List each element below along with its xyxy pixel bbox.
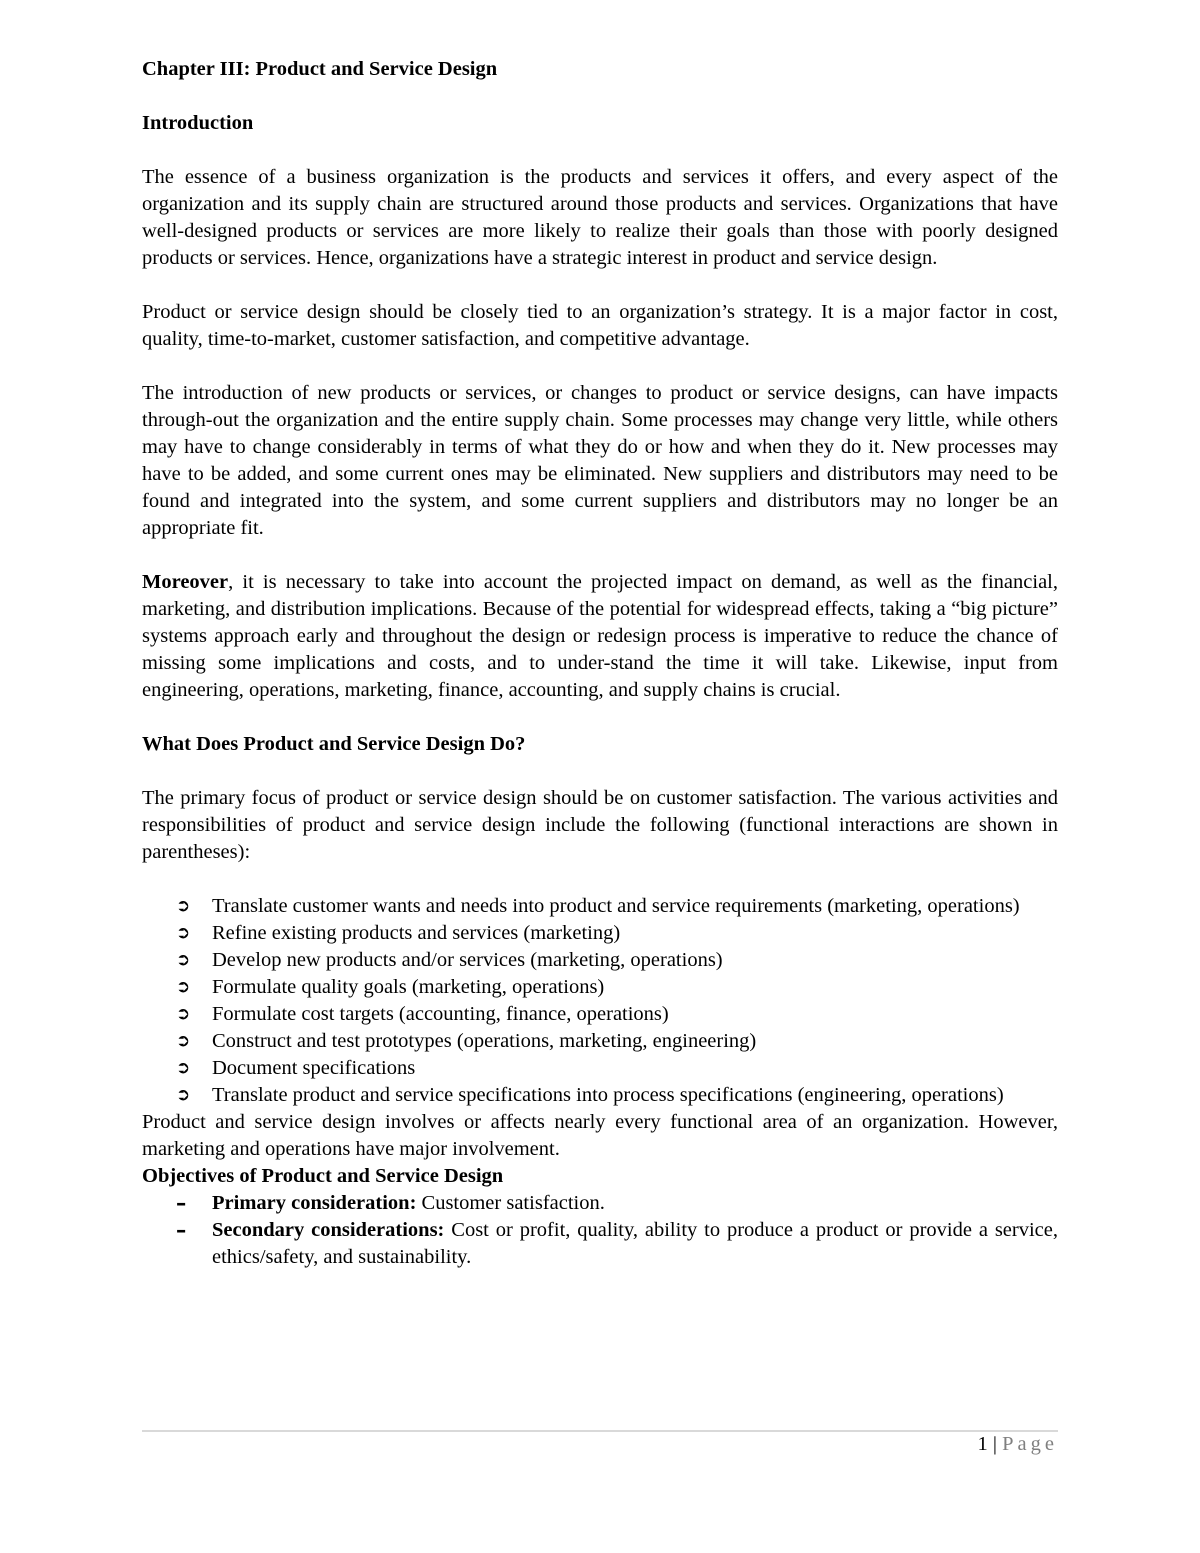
list-item — [142, 974, 1058, 1001]
moreover-paragraph — [142, 569, 1058, 704]
moreover-text: , it is necessary to take into account the projected impact on demand, as well as the financial, marketing, and distribution implications. Because of the potential for widespread effects, taking a “big picture” systems approach early and throughout the design or redesign process is imperative to reduce the chance of missing some implications and costs, and to under-stand the time it will take. Likewise, input from engineering, operations, marketing, finance, accounting, and supply chains is crucial. — [142, 571, 1058, 701]
objective-label: Secondary considerations: — [212, 1219, 445, 1241]
footer-separator: | — [987, 1433, 1003, 1455]
arrow-bullet-icon: ➲ — [176, 950, 191, 970]
list-item-text: Translate customer wants and needs into product and service requirements (marketing, operations) — [212, 895, 1020, 917]
list-item-text: Translate product and service specifications into process specifications (engineering, operations) — [212, 1084, 1004, 1106]
objective-text: Cost or profit, quality, ability to produce a product or provide a service, ethics/safety, and sustainability. — [212, 1219, 1058, 1268]
activities-list — [142, 893, 1058, 1109]
objectives-heading: Objectives of Product and Service Design — [142, 1165, 504, 1187]
intro-heading: Introduction — [142, 112, 254, 134]
arrow-bullet-icon: ➲ — [176, 1031, 191, 1051]
arrow-bullet-icon: ➲ — [176, 977, 191, 997]
list-item — [142, 1001, 1058, 1028]
list-item — [142, 1082, 1058, 1109]
dash-bullet-icon: – — [176, 1191, 187, 1215]
list-item-text: Formulate quality goals (marketing, operations) — [212, 976, 605, 998]
intro-paragraph: The introduction of new products or services, or changes to product or service designs, can have impacts through-out the organization and the entire supply chain. Some processes may change very little, while others may have to change considerably in terms of what they do or how and when they do it. New processes may have to be added, and some current ones may be eliminated. New suppliers and distributors may need to be found and integrated into the system, and some current suppliers and distributors may no longer be an appropriate fit. — [142, 382, 1058, 539]
footer-divider — [142, 1430, 1058, 1432]
list-item-text: Formulate cost targets (accounting, finance, operations) — [212, 1003, 669, 1025]
list-item — [142, 1055, 1058, 1082]
moreover-bold: Moreover — [142, 571, 229, 593]
list-item — [142, 1028, 1058, 1055]
list-item-text: Develop new products and/or services (marketing, operations) — [212, 949, 723, 971]
section-heading: What Does Product and Service Design Do? — [142, 733, 526, 755]
page-content — [142, 56, 1058, 1271]
dash-bullet-icon: – — [176, 1218, 187, 1242]
arrow-bullet-icon: ➲ — [176, 1085, 191, 1105]
list-item — [142, 920, 1058, 947]
arrow-bullet-icon: ➲ — [176, 1004, 191, 1024]
page-label: Page — [1002, 1433, 1058, 1455]
arrow-bullet-icon: ➲ — [176, 896, 191, 916]
objective-label: Primary consideration: — [212, 1192, 417, 1214]
list-item-text: Refine existing products and services (marketing) — [212, 922, 621, 944]
list-item — [142, 1217, 1058, 1271]
arrow-bullet-icon: ➲ — [176, 1058, 191, 1078]
list-item-text: Construct and test prototypes (operations, marketing, engineering) — [212, 1030, 757, 1052]
intro-paragraph: The essence of a business organization is the products and services it offers, and every aspect of the organization and its supply chain are structured around those products and services. Organizations that have well-designed products or services are more likely to realize their goals than those with poorly designed products or services. Hence, organizations have a strategic interest in product and service design. — [142, 166, 1058, 269]
intro-paragraph: Product or service design should be closely tied to an organization’s strategy. It is a major factor in cost, quality, time-to-market, customer satisfaction, and competitive advantage. — [142, 301, 1058, 350]
list-item-text: Document specifications — [212, 1057, 416, 1079]
arrow-bullet-icon: ➲ — [176, 923, 191, 943]
chapter-title: Chapter III: Product and Service Design — [142, 58, 498, 80]
section-paragraph: The primary focus of product or service design should be on customer satisfaction. The various activities and responsibilities of product and service design include the following (functional interactions are shown in parentheses): — [142, 787, 1058, 863]
objectives-list — [142, 1190, 1058, 1271]
page-footer — [978, 1433, 1058, 1456]
summary-paragraph: Product and service design involves or affects nearly every functional area of an organization. However, marketing and operations have major involvement. — [142, 1111, 1058, 1160]
list-item — [142, 893, 1058, 920]
objective-text: Customer satisfaction. — [416, 1192, 605, 1214]
list-item — [142, 947, 1058, 974]
list-item — [142, 1190, 1058, 1217]
page-number: 1 — [977, 1433, 988, 1455]
